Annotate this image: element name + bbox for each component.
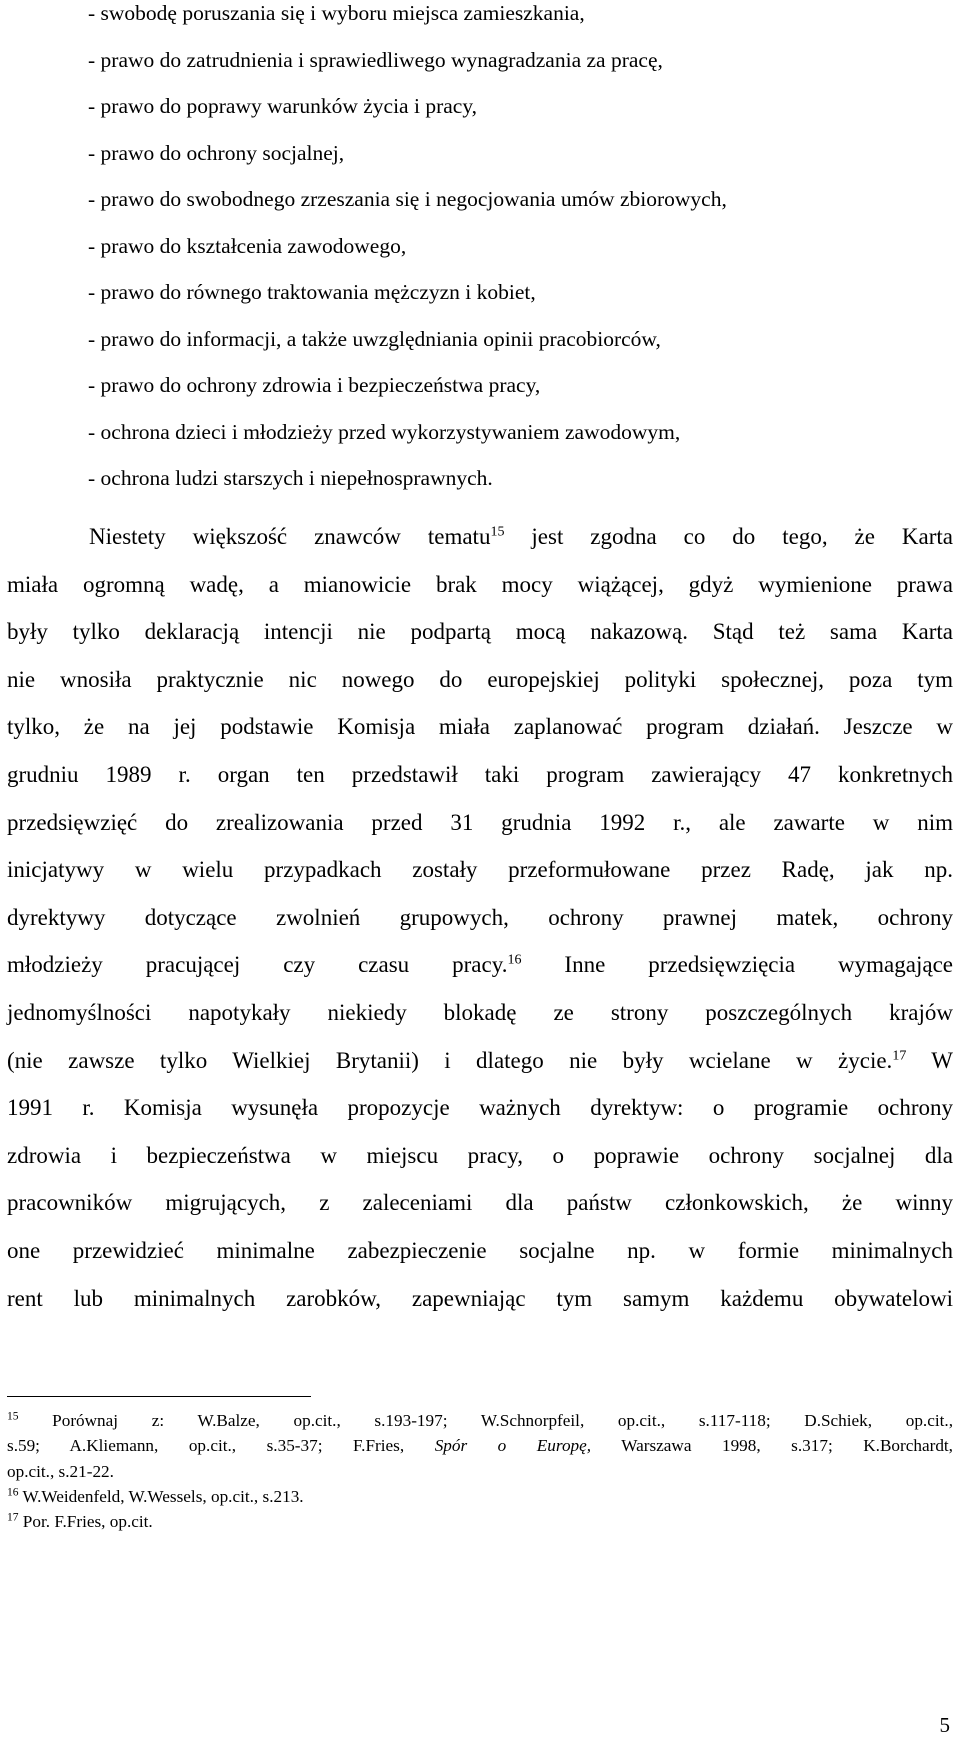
footnote-ref-15[interactable]: 15 bbox=[490, 524, 505, 540]
text-run: (nie zawsze tylko Wielkiej Brytanii) i dlatego nie były wcielane w życie. bbox=[7, 1047, 893, 1073]
paragraph-line bbox=[7, 941, 953, 989]
footnote-separator bbox=[7, 1396, 311, 1397]
paragraph-line bbox=[7, 513, 953, 561]
list-item: - prawo do swobodnego zrzeszania się i negocjowania umów zbiorowych, bbox=[88, 187, 727, 211]
footnote-16 bbox=[7, 1484, 953, 1509]
paragraph-line: nie wnosiła praktycznie nic nowego do europejskiej polityki społecznej, poza tym bbox=[7, 666, 953, 692]
footnote-text: Warszawa 1998, s.317; K.Borchardt, bbox=[591, 1436, 953, 1456]
paragraph-line: pracowników migrujących, z zaleceniami dla państw członkowskich, że winny bbox=[7, 1190, 953, 1216]
footnote-ref-17[interactable]: 17 bbox=[892, 1047, 907, 1063]
paragraph-line: one przewidzieć minimalne zabezpieczenie socjalne np. w formie minimalnych bbox=[7, 1237, 953, 1263]
paragraph-line: 1991 r. Komisja wysunęła propozycje ważnych dyrektyw: o programie ochrony bbox=[7, 1095, 953, 1121]
footnote-number: 15 bbox=[7, 1410, 19, 1423]
list-item: - ochrona ludzi starszych i niepełnosprawnych. bbox=[88, 466, 493, 490]
text-run: W bbox=[906, 1047, 953, 1073]
paragraph-line: jednomyślności napotykały niekiedy blokadę ze strony poszczególnych krajów bbox=[7, 999, 953, 1025]
footnote-text: Porównaj z: W.Balze, op.cit., s.193-197; W.Schnorpfeil, op.cit., s.117-118; D.Schiek, op.cit., bbox=[18, 1411, 953, 1430]
paragraph-line: zdrowia i bezpieczeństwa w miejscu pracy, o poprawie ochrony socjalnej dla bbox=[7, 1142, 953, 1168]
text-run: Inne przedsięwzięcia wymagające bbox=[521, 952, 953, 978]
footnote-ref-16[interactable]: 16 bbox=[507, 952, 522, 968]
footnote-number: 16 bbox=[7, 1486, 19, 1499]
list-item: - ochrona dzieci i młodzieży przed wykorzystywaniem zawodowym, bbox=[88, 419, 681, 444]
body-paragraph bbox=[7, 513, 953, 1322]
paragraph-line: tylko, że na jej podstawie Komisja miała zaplanować program działań. Jeszcze w bbox=[7, 714, 953, 740]
footnote-text: W.Weidenfeld, W.Wessels, op.cit., s.213. bbox=[18, 1486, 304, 1506]
list-item: - prawo do zatrudnienia i sprawiedliwego wynagradzania za pracę, bbox=[88, 47, 663, 72]
list-item: - prawo do kształcenia zawodowego, bbox=[88, 233, 407, 258]
list-item: - prawo do poprawy warunków życia i pracy, bbox=[88, 94, 478, 118]
rights-list bbox=[88, 0, 948, 502]
footnote-15-line: op.cit., s.21-22. bbox=[7, 1461, 114, 1481]
footnote-number: 17 bbox=[7, 1511, 19, 1524]
text-run: młodzieży pracującej czy czasu pracy. bbox=[7, 952, 508, 978]
list-item: - prawo do równego traktowania mężczyzn i kobiet, bbox=[88, 280, 536, 304]
paragraph-line: przedsięwzięć do zrealizowania przed 31 grudnia 1992 r., ale zawarte w nim bbox=[7, 809, 953, 835]
paragraph-line: inicjatywy w wielu przypadkach zostały przeformułowane przez Radę, jak np. bbox=[7, 857, 953, 883]
paragraph-line: były tylko deklaracją intencji nie podpartą mocą nakazową. Stąd też sama Karta bbox=[7, 619, 953, 645]
paragraph-line: rent lub minimalnych zarobków, zapewniając tym samym każdemu obywatelowi bbox=[7, 1285, 953, 1311]
list-item: - prawo do informacji, a także uwzględniania opinii pracobiorców, bbox=[88, 326, 661, 351]
footnote-15 bbox=[7, 1408, 953, 1433]
paragraph-line: miała ogromną wadę, a mianowicie brak mocy wiążącej, gdyż wymienione prawa bbox=[7, 571, 953, 597]
footnote-text: Por. F.Fries, op.cit. bbox=[18, 1512, 153, 1532]
footnote-17 bbox=[7, 1509, 953, 1534]
footnote-text: s.59; A.Kliemann, op.cit., s.35-37; F.Fries, bbox=[7, 1436, 435, 1456]
footnote-15-line bbox=[7, 1433, 953, 1458]
page-number: 5 bbox=[939, 1713, 950, 1737]
paragraph-line: dyrektywy dotyczące zwolnień grupowych, ochrony prawnej matek, ochrony bbox=[7, 904, 953, 930]
footnote-book-title: Spór o Europę, bbox=[434, 1436, 592, 1456]
list-item: - prawo do ochrony socjalnej, bbox=[88, 140, 345, 165]
paragraph-line bbox=[7, 1037, 953, 1085]
footnotes bbox=[7, 1408, 953, 1534]
list-item: - prawo do ochrony zdrowia i bezpieczeństwa pracy, bbox=[88, 373, 541, 397]
text-run: Niestety większość znawców tematu bbox=[89, 524, 491, 549]
text-run: jest zgodna co do tego, że Karta bbox=[504, 524, 953, 549]
list-item: - swobodę poruszania się i wyboru miejsca zamieszkania, bbox=[88, 1, 585, 25]
paragraph-line: grudniu 1989 r. organ ten przedstawił taki program zawierający 47 konkretnych bbox=[7, 761, 953, 787]
